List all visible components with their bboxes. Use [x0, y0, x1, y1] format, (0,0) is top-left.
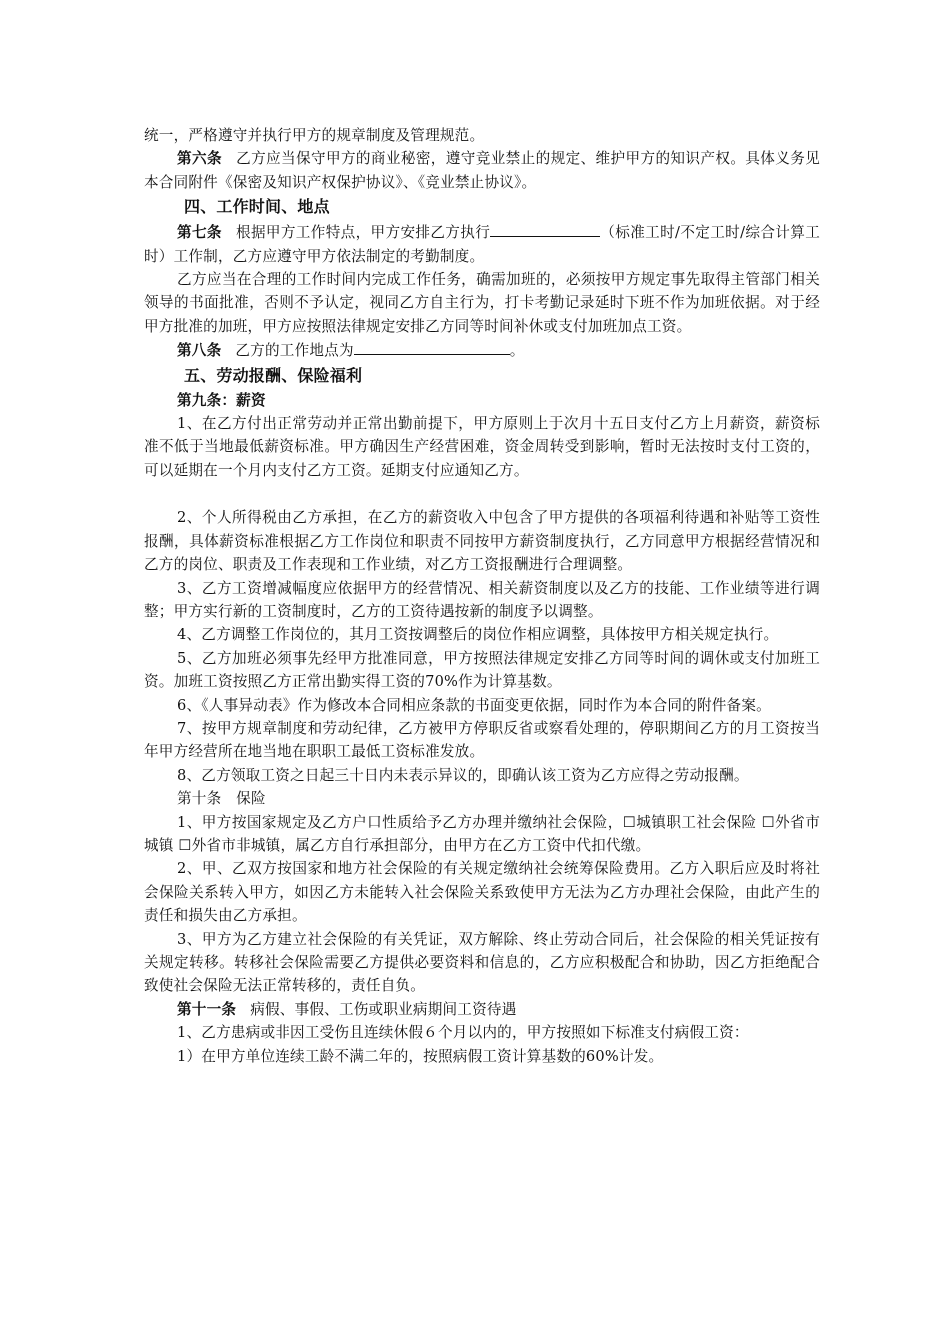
article-8-label: 第八条 — [177, 342, 222, 360]
article-11 — [144, 998, 820, 1021]
salary-item-2: 2、个人所得税由乙方承担，在乙方的薪资收入中包含了甲方提供的各项福利待遇和补贴等工资性报酬，具体薪资标准根据乙方工作岗位和职责不同按甲方薪资制度执行，乙方同意甲方根据经营情况和乙方的岗位、职责及工作表现和工作业绩，对乙方工资报酬进行合理调整。 — [144, 509, 820, 574]
work-hours-blank[interactable] — [490, 220, 600, 237]
article-6 — [144, 147, 820, 194]
article-7-label: 第七条 — [177, 224, 222, 242]
salary-item-1: 1、在乙方付出正常劳动并正常出勤前提下，甲方原则上于次月十五日支付乙方上月薪资，薪资标准不低于当地最低薪资标准。甲方确因生产经营困难，资金周转受到影响，暂时无法按时支付工资的，可以延期在一个月内支付乙方工资。延期支付应通知乙方。 — [144, 415, 820, 479]
sick-leave-item-1: 1、乙方患病或非因工受伤且连续休假６个月以内的，甲方按照如下标准支付病假工资： — [177, 1024, 749, 1042]
article-8-text-before: 乙方的工作地点为 — [235, 342, 354, 360]
paragraph-continuation: 统一，严格遵守并执行甲方的规章制度及管理规范。 — [144, 127, 485, 144]
article-6-label: 第六条 — [177, 150, 222, 168]
article-10-label: 第十条 保险 — [177, 790, 266, 808]
article-8 — [144, 338, 820, 362]
salary-item-6: 6、《人事异动表》作为修改本合同相应条款的书面变更依据，同时作为本合同的附件备案。 — [177, 696, 771, 714]
sick-leave-item-1a: 1）在甲方单位连续工龄不满二年的，按照病假工资计算基数的60%计发。 — [177, 1047, 664, 1065]
section-5-heading: 五、劳动报酬、保险福利 — [184, 365, 363, 385]
contract-page — [144, 124, 820, 1068]
work-location-blank[interactable] — [354, 338, 510, 355]
article-7-text-after: （标准工时/不定工时/综合计算工时）工作制，乙方应遵守甲方依法制定的考勤制度。 — [144, 224, 820, 265]
overtime-paragraph: 乙方应当在合理的工作时间内完成工作任务，确需加班的，必须按甲方规定事先取得主管部门相关领导的书面批准，否则不予认定，视同乙方自主行为，打卡考勤记录延时下班不作为加班依据。对于经甲方批准的加班，甲方应按照法律规定安排乙方同等时间补休或支付加班加点工资。 — [144, 271, 820, 335]
insurance-item-2: 2、甲、乙双方按国家和地方社会保险的有关规定缴纳社会统筹保险费用。乙方入职后应及时将社会保险关系转入甲方，如因乙方未能转入社会保险关系致使甲方无法为乙方办理社会保险，由此产生的责任和损失由乙方承担。 — [144, 860, 820, 925]
section-4-heading: 四、工作时间、地点 — [184, 197, 330, 217]
article-6-text: 乙方应当保守甲方的商业秘密，遵守竞业禁止的规定、维护甲方的知识产权。具体义务见本合同附件《保密及知识产权保护协议》、《竞业禁止协议》。 — [144, 150, 820, 191]
salary-item-5: 5、乙方加班必须事先经甲方批准同意，甲方按照法律规定安排乙方同等时间的调休或支付加班工资。加班工资按照乙方正常出勤实得工资的70%作为计算基数。 — [144, 649, 820, 691]
insurance-item-3: 3、甲方为乙方建立社会保险的有关凭证，双方解除、终止劳动合同后，社会保险的相关凭证按有关规定转移。转移社会保险需要乙方提供必要资料和信息的，乙方应积极配合和协助，因乙方拒绝配合致使社会保险无法正常转移的，责任自负。 — [144, 930, 820, 995]
article-8-text-after: 。 — [509, 342, 525, 360]
article-11-text: 病假、事假、工伤或职业病期间工资待遇 — [250, 1000, 517, 1018]
article-11-label: 第十一条 — [177, 1000, 237, 1018]
article-7-text-before: 根据甲方工作特点，甲方安排乙方执行 — [235, 224, 491, 242]
salary-item-8: 8、乙方领取工资之日起三十日内未表示异议的，即确认该工资为乙方应得之劳动报酬。 — [177, 766, 749, 784]
blank-line — [144, 482, 820, 506]
article-7 — [144, 220, 820, 268]
salary-item-3: 3、乙方工资增减幅度应依据甲方的经营情况、相关薪资制度以及乙方的技能、工作业绩等进行调整；甲方实行新的工资制度时，乙方的工资待遇按新的制度予以调整。 — [144, 579, 820, 620]
article-9-label: 第九条：薪资 — [177, 391, 266, 409]
insurance-item-1: 1、甲方按国家规定及乙方户口性质给予乙方办理并缴纳社会保险，☐城镇职工社会保险 ☐外省市城镇 ☐外省市非城镇，属乙方自行承担部分，由甲方在乙方工资中代扣代缴。 — [144, 813, 820, 854]
salary-item-4: 4、乙方调整工作岗位的，其月工资按调整后的岗位作相应调整，具体按甲方相关规定执行。 — [177, 626, 779, 644]
salary-item-7: 7、按甲方规章制度和劳动纪律，乙方被甲方停职反省或察看处理的，停职期间乙方的月工资按当年甲方经营所在地当地在职职工最低工资标准发放。 — [144, 719, 820, 761]
